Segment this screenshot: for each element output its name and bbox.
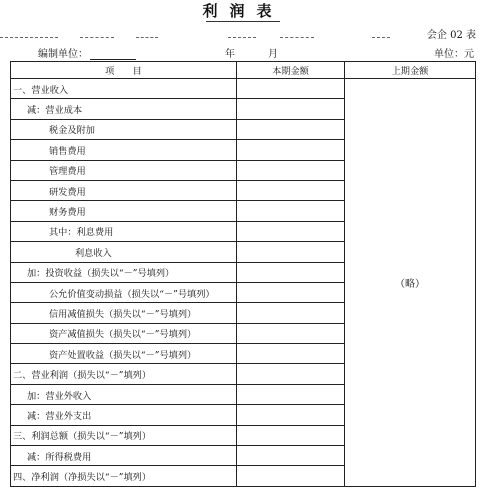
income-statement-table — [10, 61, 476, 487]
header-divider — [136, 37, 158, 38]
row-label: 减：所得税费用 — [11, 446, 237, 466]
header-divider — [80, 37, 114, 38]
current-amount-cell[interactable] — [237, 344, 345, 364]
row-label: 四、净利润（净损失以“－”填列） — [11, 466, 237, 486]
row-label: 二、营业利润（损失以“－”填列） — [11, 364, 237, 384]
row-label: 研发费用 — [11, 180, 237, 200]
row-label: 资产减值损失（损失以“－”号填列） — [11, 323, 237, 343]
row-label: 其中：利息费用 — [11, 221, 237, 241]
current-amount-cell[interactable] — [237, 221, 345, 241]
current-amount-cell[interactable] — [237, 201, 345, 221]
current-amount-cell[interactable] — [237, 262, 345, 282]
previous-amount-omitted: （略） — [345, 79, 476, 487]
current-amount-cell[interactable] — [237, 323, 345, 343]
current-amount-cell[interactable] — [237, 119, 345, 139]
unit-label: 单位：元 — [434, 49, 474, 60]
org-field — [38, 45, 136, 60]
row-label: 公允价值变动损益（损失以“－”号填列） — [11, 282, 237, 302]
current-amount-cell[interactable] — [237, 384, 345, 404]
page-title: 利润表 — [202, 2, 284, 20]
month-label: 月 — [268, 49, 278, 60]
header-divider — [0, 37, 58, 38]
form-number: 会企 02 表 — [426, 30, 476, 41]
current-amount-cell[interactable] — [237, 79, 345, 99]
header-divider — [228, 37, 256, 38]
title-underline — [206, 21, 280, 22]
row-label: 税金及附加 — [11, 119, 237, 139]
table-header-row — [11, 62, 476, 79]
row-label: 财务费用 — [11, 201, 237, 221]
header-divider — [280, 37, 314, 38]
column-header-previous: 上期金额 — [345, 62, 476, 79]
current-amount-cell[interactable] — [237, 364, 345, 384]
column-header-current: 本期金额 — [237, 62, 345, 79]
row-label: 利息收入 — [11, 242, 237, 262]
current-amount-cell[interactable] — [237, 180, 345, 200]
current-amount-cell[interactable] — [237, 405, 345, 425]
year-label: 年 — [225, 49, 235, 60]
row-label: 信用减值损失（损失以“－”号填列） — [11, 303, 237, 323]
row-label: 加：营业外收入 — [11, 384, 237, 404]
row-label: 减：营业成本 — [11, 99, 237, 119]
current-amount-cell[interactable] — [237, 425, 345, 445]
row-label: 三、利润总额（损失以“－”填列） — [11, 425, 237, 445]
row-label: 减：营业外支出 — [11, 405, 237, 425]
current-amount-cell[interactable] — [237, 466, 345, 486]
column-header-item: 项 目 — [11, 62, 237, 79]
row-label: 销售费用 — [11, 140, 237, 160]
row-label: 管理费用 — [11, 160, 237, 180]
table-row — [11, 79, 476, 99]
org-blank — [90, 48, 136, 60]
current-amount-cell[interactable] — [237, 446, 345, 466]
current-amount-cell[interactable] — [237, 282, 345, 302]
header-divider — [372, 37, 390, 38]
current-amount-cell[interactable] — [237, 99, 345, 119]
row-label: 资产处置收益（损失以“－”号填列） — [11, 344, 237, 364]
row-label: 加：投资收益（损失以“－”号填列） — [11, 262, 237, 282]
org-label: 编制单位： — [38, 49, 88, 60]
row-label: 一、营业收入 — [11, 79, 237, 99]
current-amount-cell[interactable] — [237, 303, 345, 323]
current-amount-cell[interactable] — [237, 242, 345, 262]
current-amount-cell[interactable] — [237, 140, 345, 160]
current-amount-cell[interactable] — [237, 160, 345, 180]
